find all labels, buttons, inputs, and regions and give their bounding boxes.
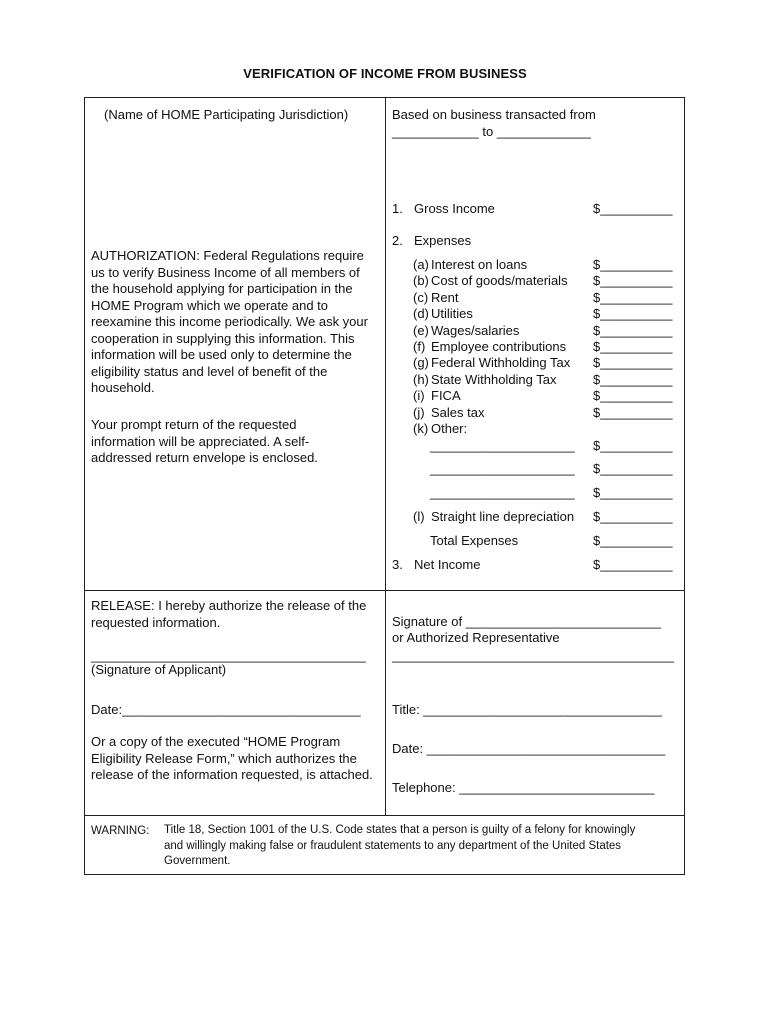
gross-income-number: 1. [392,201,403,216]
other-description-field[interactable]: ____________________ [430,485,575,500]
expense-amount-field[interactable]: $__________ [593,371,673,387]
depreciation-amount-field[interactable]: $__________ [593,509,673,524]
expense-letter: (g) [413,355,429,371]
warning-divider [84,815,685,816]
net-income-label: Net Income [414,557,481,572]
jurisdiction-label: (Name of HOME Participating Jurisdiction) [104,107,349,122]
applicant-signature-label: (Signature of Applicant) [91,662,227,677]
expense-label: Sales tax [431,404,485,420]
date-range-field[interactable]: ____________ to _____________ [392,124,591,139]
expense-letter: (j) [413,404,425,420]
expense-label: Utilities [431,306,473,322]
expense-letter: (k) [413,421,429,436]
expense-label: Interest on loans [431,257,528,272]
gross-income-label: Gross Income [414,201,495,216]
authorized-rep-field[interactable]: _______________________________________ [392,648,674,663]
expense-letter: (d) [413,306,429,322]
expense-amount-field[interactable]: $__________ [593,404,673,420]
expense-label: Cost of goods/materials [431,273,568,289]
expense-amount-field[interactable]: $__________ [593,257,673,272]
expense-label: Wages/salaries [431,322,520,338]
expense-letter: (b) [413,273,429,289]
expense-amount-field[interactable]: $__________ [593,306,673,322]
expense-amount-field[interactable]: $__________ [593,322,673,338]
expense-letter: (h) [413,371,429,387]
title-field[interactable]: Title: _________________________________ [392,702,662,717]
based-on-line1: Based on business transacted from [392,107,596,122]
depreciation-label: Straight line depreciation [431,509,575,524]
expense-amount-field[interactable]: $__________ [593,355,673,371]
expense-amount-field[interactable]: $__________ [593,273,673,289]
release-text: RELEASE: I hereby authorize the release of the requested information. [91,598,367,630]
total-expenses-amount-field[interactable]: $__________ [593,533,673,548]
gross-income-amount-field[interactable]: $__________ [593,201,673,216]
expense-label: Rent [431,289,459,305]
expense-amount-field[interactable]: $__________ [593,289,673,305]
form-title: VERIFICATION OF INCOME FROM BUSINESS [243,66,527,81]
expenses-label: Expenses [414,233,472,248]
expense-label: Federal Withholding Tax [431,355,571,371]
signature-of-field[interactable]: Signature of ___________________________ [392,614,661,629]
depreciation-letter: (l) [413,509,425,524]
net-income-number: 3. [392,557,403,572]
expenses-number: 2. [392,233,403,248]
expense-label: Employee contributions [431,339,567,354]
other-description-field[interactable]: ____________________ [430,438,575,453]
release-date-field[interactable]: Date:_________________________________ [91,702,361,717]
other-amount-field[interactable]: $__________ [593,485,673,500]
total-expenses-label: Total Expenses [430,533,519,548]
release-form-copy-text: Or a copy of the executed “HOME Program Eligibility Release Form,” which authorizes the release of the information requested, is attached. [91,734,373,782]
column-divider [385,97,386,815]
expense-letter: (e) [413,322,429,338]
net-income-amount-field[interactable]: $__________ [593,557,673,572]
other-description-field[interactable]: ____________________ [430,461,575,476]
warning-label: WARNING: [91,825,150,837]
applicant-signature-field[interactable]: ______________________________________ [91,648,366,663]
expense-letter: (a) [413,257,429,272]
expense-label: Other: [431,421,468,436]
other-amount-field[interactable]: $__________ [593,438,673,453]
expense-letter: (i) [413,388,425,404]
expense-letter: (c) [413,289,429,305]
expense-amount-field[interactable]: $__________ [593,339,673,354]
expense-letter: (f) [413,339,426,354]
expense-amount-field[interactable]: $__________ [593,388,673,404]
authorization-text: AUTHORIZATION: Federal Regulations require us to verify Business Income of all members of the household applying for participation in the HOME Program which we operate and to reexamine this income periodically. We ask your cooperation in supplying this information. This information will be used only to determine the eligibility status and level of benefit of the household. [91,248,368,395]
expense-label: FICA [431,388,461,404]
warning-text: Title 18, Section 1001 of the U.S. Code states that a person is guilty of a felony for knowingly and willingly making false or fraudulent statements to any department of the United States Government. [164,824,636,867]
signoff-date-field[interactable]: Date: _________________________________ [392,741,666,756]
authorized-rep-label: or Authorized Representative [392,630,560,645]
telephone-field[interactable]: Telephone: ___________________________ [392,780,655,795]
release-divider [84,590,685,591]
prompt-return-text: Your prompt return of the requested information will be appreciated. A self-addressed return envelope is enclosed. [91,417,318,465]
expense-label: State Withholding Tax [431,371,557,387]
other-amount-field[interactable]: $__________ [593,461,673,476]
